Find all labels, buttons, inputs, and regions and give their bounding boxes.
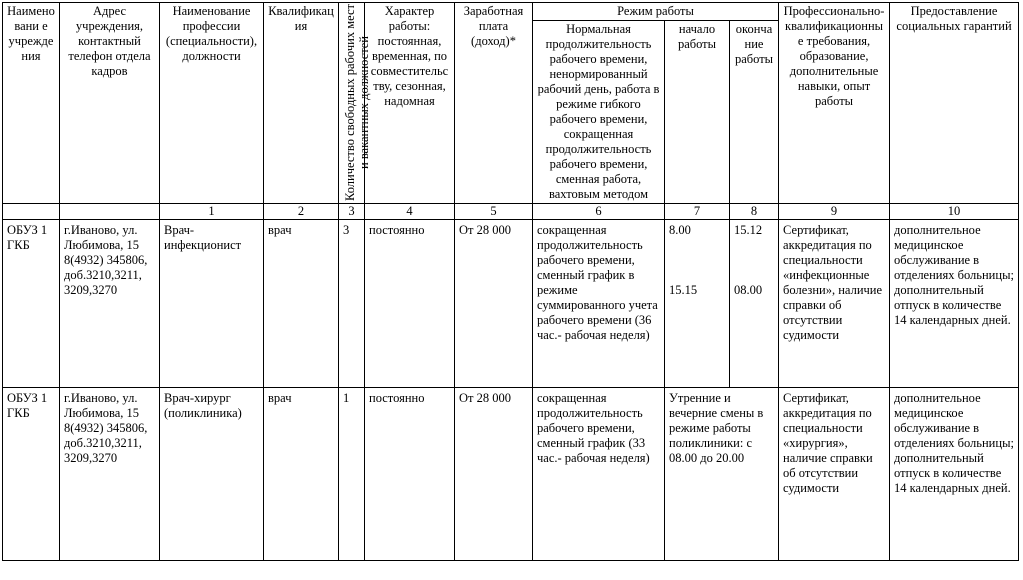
salary-cell: От 28 000 xyxy=(455,220,533,388)
profession-cell: Врач-инфекционист xyxy=(160,220,264,388)
vacancies-cell: 1 xyxy=(339,388,365,561)
header-institution: Наименовани е учреждения xyxy=(3,3,60,204)
institution-cell: ОБУЗ 1 ГКБ xyxy=(3,388,60,561)
column-numbers-row xyxy=(3,204,1019,220)
column-number: 6 xyxy=(533,204,665,220)
end-time-cell xyxy=(730,220,779,388)
header-vacancies-cell xyxy=(339,3,371,204)
vacancy-table-wrapper xyxy=(2,2,1019,561)
column-number: 10 xyxy=(890,204,1019,220)
qualification-cell: врач xyxy=(264,388,339,561)
column-number: 2 xyxy=(264,204,339,220)
column-number: 9 xyxy=(779,204,890,220)
start-time-2: 15.15 xyxy=(669,283,698,297)
column-number: 7 xyxy=(665,204,730,220)
header-guarantees: Предоставление социальных гарантий xyxy=(890,3,1019,204)
header-salary: Заработная плата (доход)* xyxy=(455,3,533,204)
guarantees-cell: дополнительное медицинское обслуживание в отделениях больницы; дополнительный отпуск в количестве 14 календарных дней. xyxy=(890,220,1019,388)
end-time-1: 15.12 xyxy=(734,223,763,237)
schedule-cell: сокращенная продолжительность рабочего времени, сменный график в режиме суммированного учета рабочего времени (36 час.- рабочая неделя) xyxy=(533,220,665,388)
hours-cell: Утренние и вечерние смены в режиме работы поликлиники: с 08.00 до 20.00 xyxy=(665,388,779,561)
header-requirements: Профессионально-квалификационные требования, образование, дополнительные навыки, опыт работы xyxy=(779,3,890,204)
column-number xyxy=(3,204,60,220)
column-number: 5 xyxy=(455,204,533,220)
header-work-type: Характер работы: постоянная, временная, по совместительству, сезонная, надомная xyxy=(365,3,455,204)
address-cell: г.Иваново, ул. Любимова, 15 8(4932) 345806, доб.3210,3211, 3209,3270 xyxy=(60,388,160,561)
qualification-cell: врач xyxy=(264,220,339,388)
header-schedule-group: Режим работы xyxy=(533,3,779,21)
column-number: 3 xyxy=(339,204,365,220)
header-start: начало работы xyxy=(665,21,730,204)
profession-cell: Врач-хирург (поликлиника) xyxy=(160,388,264,561)
guarantees-cell: дополнительное медицинское обслуживание в отделениях больницы; дополнительный отпуск в количестве 14 календарных дней. xyxy=(890,388,1019,561)
header-row xyxy=(3,3,1019,21)
work-type-cell: постоянно xyxy=(365,388,455,561)
header-qualification: Квалификация xyxy=(264,3,339,204)
header-end: окончание работы xyxy=(730,21,779,204)
vacancies-cell: 3 xyxy=(339,220,365,388)
requirements-cell: Сертификат, аккредитация по специальности «инфекционные болезни», наличие справки об отсутствии судимости xyxy=(779,220,890,388)
column-number: 1 xyxy=(160,204,264,220)
institution-cell: ОБУЗ 1 ГКБ xyxy=(3,220,60,388)
vacancy-table xyxy=(2,2,1019,561)
column-number: 8 xyxy=(730,204,779,220)
table-row xyxy=(3,388,1019,561)
start-time-1: 8.00 xyxy=(669,223,691,237)
work-type-cell: постоянно xyxy=(365,220,455,388)
header-vacancies: Количество свободных рабочих мест и вакантных должностей xyxy=(343,4,371,202)
requirements-cell: Сертификат, аккредитация по специальности «хирургия», наличие справки об отсутствии судимости xyxy=(779,388,890,561)
column-number xyxy=(60,204,160,220)
end-time-2: 08.00 xyxy=(734,283,763,297)
header-address: Адрес учреждения, контактный телефон отдела кадров xyxy=(60,3,160,204)
header-profession: Наименование профессии (специальности), должности xyxy=(160,3,264,204)
salary-cell: От 28 000 xyxy=(455,388,533,561)
start-time-cell xyxy=(665,220,730,388)
address-cell: г.Иваново, ул. Любимова, 15 8(4932) 345806, доб.3210,3211, 3209,3270 xyxy=(60,220,160,388)
table-row xyxy=(3,220,1019,388)
schedule-cell: сокращенная продолжительность рабочего времени, сменный график (33 час.- рабочая неделя) xyxy=(533,388,665,561)
column-number: 4 xyxy=(365,204,455,220)
header-schedule-normal: Нормальная продолжительность рабочего времени, ненормированный рабочий день, работа в режиме гибкого рабочего времени, сокращенная продолжительность рабочего времени, сменная работа, вахтовым методом xyxy=(533,21,665,204)
